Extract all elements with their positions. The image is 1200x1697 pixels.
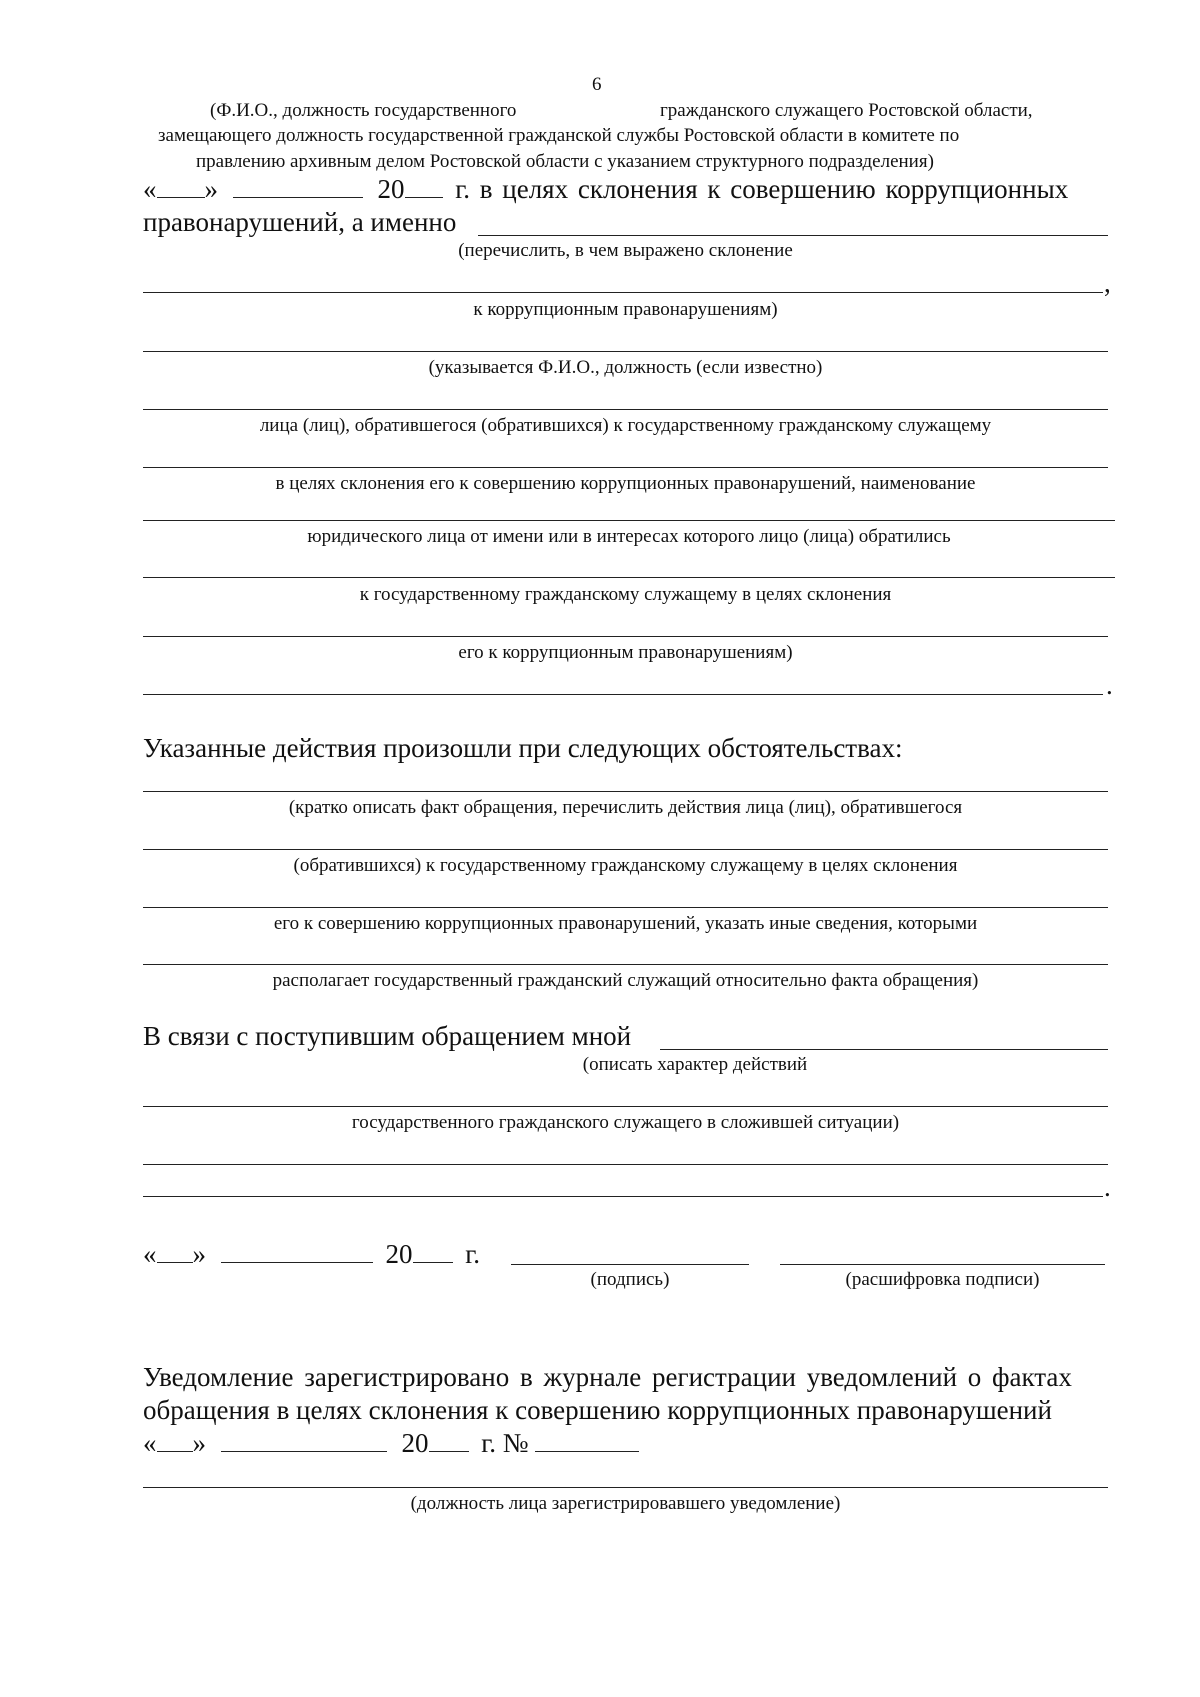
blank-line-4[interactable] [143, 467, 1108, 468]
circ-blank-line-2[interactable] [143, 849, 1108, 850]
sig-month-blank[interactable] [221, 1240, 373, 1263]
reg-number-blank[interactable] [535, 1429, 639, 1452]
signature-caption: (подпись) [590, 1269, 670, 1290]
sig-year-prefix: 20 [385, 1239, 413, 1269]
circ-blank-line-1[interactable] [143, 791, 1108, 792]
header-line-2: замещающего должность государственной гражданской службы Ростовской области в комитете по [158, 125, 960, 146]
registration-caption: (должность лица зарегистрировавшего уведомление) [410, 1493, 841, 1514]
reg-month-blank[interactable] [221, 1429, 387, 1452]
signature-blank-line[interactable] [511, 1264, 749, 1265]
reg-position-blank-line[interactable] [143, 1487, 1108, 1488]
signature-date [143, 1239, 480, 1270]
open-quote: « [143, 174, 157, 204]
header-line-1b: гражданского служащего Ростовской области, [660, 100, 1033, 121]
circ-caption-1: (кратко описать факт обращения, перечислить действия лица (лиц), обратившегося [288, 797, 963, 818]
circ-caption-4: располагает государственный гражданский служащий относительно факта обращения) [272, 970, 979, 991]
actions-label: В связи с поступившим обращением мной [143, 1021, 632, 1051]
reg-day-blank[interactable] [157, 1429, 193, 1452]
blank-line-3[interactable] [143, 409, 1108, 410]
actions-caption-2: государственного гражданского служащего в сложившей ситуации) [351, 1112, 900, 1133]
registration-line-2: обращения в целях склонения к совершению коррупционных правонарушений [143, 1395, 1052, 1425]
sig-year-blank[interactable] [413, 1240, 453, 1263]
header-line-3: правлению архивным делом Ростовской области с указанием структурного подразделения) [196, 151, 934, 172]
blank-line-1[interactable] [143, 292, 1103, 293]
year-prefix: 20 [377, 174, 405, 204]
offenses-blank-line[interactable] [478, 235, 1108, 236]
caption-5: в целях склонения его к совершению коррупционных правонарушений, наименование [275, 473, 976, 494]
caption-2: к коррупционным правонарушениям) [473, 299, 778, 320]
reg-number-label: г. № [481, 1428, 529, 1458]
caption-4: лица (лиц), обратившегося (обратившихся) к государственному гражданскому служащему [259, 415, 992, 436]
signature-decode-caption: (расшифровка подписи) [845, 1269, 1040, 1290]
blank-line-5[interactable] [143, 520, 1115, 521]
circ-caption-2: (обратившихся) к государственному гражданскому служащему в целях склонения [293, 855, 958, 876]
signature-decode-blank-line[interactable] [780, 1264, 1105, 1265]
registration-date [143, 1428, 639, 1459]
reg-open-quote: « [143, 1428, 157, 1458]
offenses-label: правонарушений, а именно [143, 207, 457, 237]
caption-6: юридического лица от имени или в интересах которого лицо (лица) обратились [307, 526, 951, 547]
circumstances-heading: Указанные действия произошли при следующих обстоятельствах: [143, 733, 903, 763]
blank-line-2[interactable] [143, 351, 1108, 352]
blank-line-8[interactable] [143, 694, 1103, 695]
actions-blank-line-3[interactable] [143, 1164, 1108, 1165]
comma-mark: , [1104, 268, 1111, 298]
period-mark-1: . [1106, 670, 1113, 700]
caption-1: (перечислить, в чем выражено склонение [458, 240, 793, 261]
close-quote: » [204, 174, 218, 204]
actions-caption-1: (описать характер действий [582, 1054, 808, 1075]
blank-line-7[interactable] [143, 636, 1108, 637]
year-blank[interactable] [405, 175, 443, 198]
circ-caption-3: его к совершению коррупционных правонарушений, указать иные сведения, которыми [273, 913, 978, 934]
actions-blank-line-4[interactable] [143, 1196, 1103, 1197]
circ-blank-line-4[interactable] [143, 964, 1108, 965]
registration-line-1: Уведомление зарегистрировано в журнале регистрации уведомлений о фактах [143, 1362, 1072, 1392]
period-mark-2: . [1104, 1172, 1111, 1202]
page-number: 6 [592, 74, 602, 95]
sig-day-blank[interactable] [157, 1240, 193, 1263]
caption-7: к государственному гражданскому служащему в целях склонения [359, 584, 892, 605]
sig-close-quote: » [192, 1239, 206, 1269]
header-line-1a: (Ф.И.О., должность государственного [210, 100, 517, 121]
circ-blank-line-3[interactable] [143, 907, 1108, 908]
date-line-text: г. в целях склонения к совершению коррупционных [455, 174, 1069, 204]
day-blank[interactable] [157, 175, 205, 198]
reg-close-quote: » [192, 1428, 206, 1458]
caption-3: (указывается Ф.И.О., должность (если известно) [428, 357, 823, 378]
month-blank[interactable] [233, 175, 363, 198]
blank-line-6[interactable] [143, 577, 1115, 578]
caption-8: его к коррупционным правонарушениям) [458, 642, 793, 663]
actions-blank-line-2[interactable] [143, 1106, 1108, 1107]
sig-open-quote: « [143, 1239, 157, 1269]
sig-year-suffix: г. [465, 1239, 481, 1269]
actions-blank-line[interactable] [660, 1049, 1108, 1050]
date-line [143, 174, 1068, 205]
reg-year-blank[interactable] [429, 1429, 469, 1452]
reg-year-prefix: 20 [401, 1428, 429, 1458]
